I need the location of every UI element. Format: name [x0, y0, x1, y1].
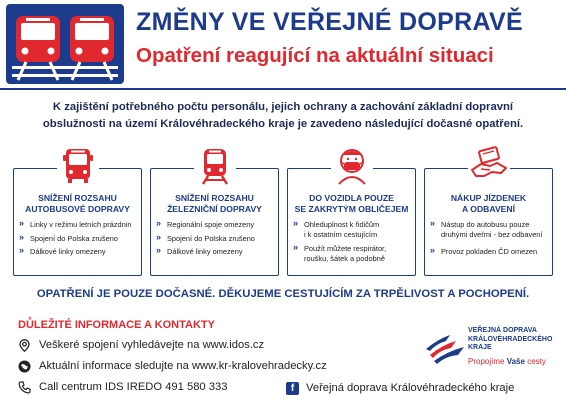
intro-text [12, 99, 554, 133]
train-icon [194, 146, 236, 186]
contact-facebook [286, 380, 514, 396]
measure-card-bus [13, 146, 142, 276]
measures-panel [13, 146, 553, 276]
map-search-icon [18, 339, 31, 352]
contacts-heading: DŮLEŽITÉ INFORMACE A KONTAKTY [18, 319, 215, 331]
contact-phone [18, 379, 227, 395]
card-title [428, 193, 549, 215]
contact-text: Veřejná doprava Královéhradeckého kraje [306, 382, 515, 394]
contact-text: Aktuální informace sledujte na www.kr-kralovehradecky.cz [39, 360, 327, 372]
slogan-part: Propojíme [468, 357, 505, 366]
card-list [156, 220, 276, 261]
card-title-line: DO VOZIDLA POUZE [309, 193, 394, 203]
list-item [293, 220, 413, 239]
list-item: » Dálkové linky omezeny [19, 247, 139, 257]
ticket-purchase-icon [468, 146, 510, 186]
list-item [430, 220, 550, 239]
list-item: » Spojení do Polska zrušeno [156, 234, 276, 244]
list-item: » Dálkové linky omezeny [156, 247, 276, 257]
notice-text: OPATŘENÍ JE POUZE DOČASNÉ. DĚKUJEME CESTUJÍCÍM ZA TRPĚLIVOST A POCHOPENÍ. [36, 288, 530, 300]
contact-web [18, 358, 327, 374]
card-title [154, 193, 275, 215]
list-item-text: Ohleduplnost k řidičům [304, 220, 380, 229]
page-title: ZMĚNY VE VEŘEJNÉ DOPRAVĚ [136, 8, 523, 36]
brand-name [468, 327, 552, 353]
card-list [430, 220, 550, 261]
globe-icon [18, 360, 31, 373]
list-item: » Regionální spoje omezeny [156, 220, 276, 230]
card-title-line: SNÍŽENÍ ROZSAHU [175, 193, 254, 203]
contact-search [18, 337, 264, 353]
intro-line: K zajištění potřebného počtu personálu, jejich ochrany a zachování základní dopravní [52, 101, 514, 113]
header [0, 0, 566, 88]
list-item-text: Použít můžete respirátor, [304, 244, 387, 253]
brand-logo [424, 323, 560, 375]
card-title-line: ŽELEZNIČNÍ DOPRAVY [167, 204, 262, 214]
list-item-text: Provoz pokladen ČD omezen [441, 247, 538, 256]
list-item: » Spojení do Polska zrušeno [19, 234, 139, 244]
list-item-text: roušku, šátek a podobně [304, 253, 385, 263]
card-title-line: SNÍŽENÍ ROZSAHU [38, 193, 117, 203]
brand-slogan [468, 357, 546, 366]
list-item-text: druhými dveřmi - bez odbavení [441, 229, 543, 239]
list-item-text: Nástup do autobusu pouze [441, 220, 530, 229]
page-subtitle: Opatření reagující na aktuální situaci [136, 44, 494, 67]
measure-card-mask [287, 146, 416, 276]
brand-name-line: KRÁLOVÉHRADECKÉHO [468, 335, 553, 343]
facebook-icon: f [286, 382, 299, 395]
phone-icon [18, 381, 31, 394]
list-item [293, 244, 413, 263]
list-item [430, 247, 550, 257]
contact-text: Call centrum IDS IREDO 491 580 333 [39, 381, 228, 393]
list-item-text: i k ostatním cestujícím [304, 229, 378, 239]
card-list [19, 220, 139, 261]
slogan-part: cesty [527, 357, 546, 366]
contact-text: Veškeré spojení vyhledávejte na www.idos.cz [39, 339, 265, 351]
header-divider [0, 88, 566, 90]
card-title-line: SE ZAKRYTÝM OBLIČEJEM [294, 204, 409, 214]
card-title-line: A ODBAVENÍ [462, 204, 515, 214]
card-title-line: AUTOBUSOVÉ DOPRAVY [25, 204, 130, 214]
face-mask-icon [331, 146, 373, 186]
card-title [291, 193, 412, 215]
card-title-line: NÁKUP JÍZDENEK [450, 193, 527, 203]
brand-name-line: KRAJE [468, 344, 492, 351]
card-list [293, 220, 413, 267]
list-item: » Linky v režimu letních prázdnin [19, 220, 139, 230]
kraje-logo-mark-icon [424, 331, 466, 367]
measure-card-train [150, 146, 279, 276]
bus-and-train-icon [6, 4, 124, 84]
brand-name-line: VEŘEJNÁ DOPRAVA [468, 327, 537, 334]
slogan-part: Vaše [506, 357, 525, 366]
measure-card-tickets [424, 146, 553, 276]
card-title [17, 193, 138, 215]
bus-icon [57, 146, 99, 186]
intro-line: obslužnosti na území Královéhradeckého kraje je zavedeno následující dočasné opatření. [42, 118, 524, 130]
